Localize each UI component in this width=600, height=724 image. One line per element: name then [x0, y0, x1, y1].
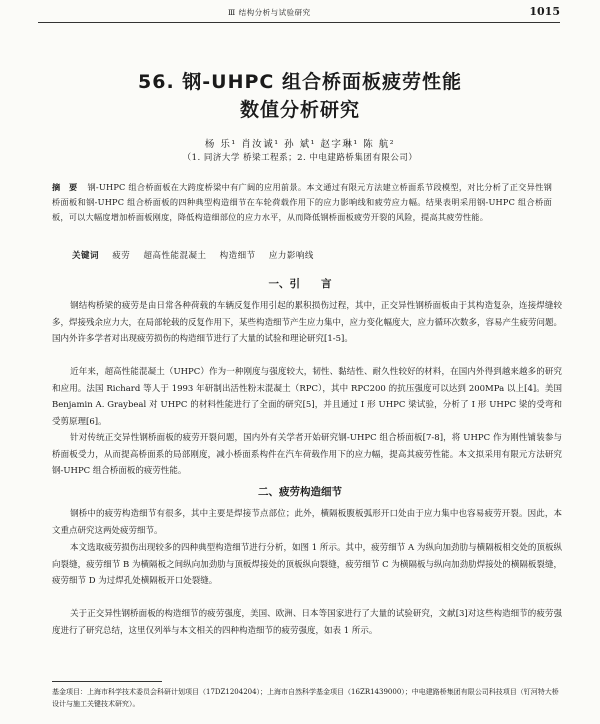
- abstract: [52, 180, 552, 225]
- paper-title-line-2: 数值分析研究: [239, 99, 360, 121]
- keyword: 疲劳: [112, 251, 131, 261]
- body-paragraph: 本文选取疲劳损伤出现较多的四种典型构造细节进行分析，如图 1 所示。其中，疲劳细节 A 为纵向加劲肋与横隔板相交处的顶板纵向裂缝，疲劳细节 B 为横隔板之间纵向加劲肋与顶板焊接处的顶板纵向裂缝，疲劳细节 C 为横隔板与纵向加劲肋焊接处的横隔板裂缝，疲劳细节 D 为过焊孔处横隔板开口处裂缝。: [52, 543, 562, 586]
- funding-footnote: 基金项目：上海市科学技术委员会科研计划项目（17DZ1204204）；上海市自然科学基金项目（16ZR1439000）；中电建路桥集团有限公司科技项目（钉河特大桥设计与施工关键技术研究）。: [52, 688, 559, 708]
- keywords: [72, 249, 324, 261]
- keyword: 超高性能混凝土: [143, 251, 207, 261]
- header-section-title: Ⅲ 结构分析与试验研究: [228, 8, 311, 17]
- footnote-divider: [52, 681, 162, 682]
- section-heading-introduction: 一、引 言: [268, 278, 332, 290]
- abstract-text: 钢-UHPC 组合桥面板在大跨度桥梁中有广阔的应用前景。本文通过有限元方法建立桥面系节段模型，对比分析了正交异性钢桥面板和钢-UHPC 组合桥面板的四种典型构造细节在车轮荷载作用下的应力影响线和疲劳应力幅。结果表明采用钢-UHPC 组合桥面板，可以大幅度增加桥面板刚度，降低构造细部位的应力水平，从而降低钢桥面板疲劳开裂的风险，提高其疲劳性能。: [52, 182, 552, 222]
- body-paragraph: 针对传统正交异性钢桥面板的疲劳开裂问题，国内外有关学者开始研究钢-UHPC 组合桥面板[7-8]，将 UHPC 作为刚性铺装参与桥面板受力，从而提高桥面系的局部刚度，减小桥面系构件在汽车荷载作用下的应力幅，提高其疲劳性能。本文拟采用有限元方法研究钢-UHPC 组合桥面板的疲劳性能。: [52, 433, 562, 476]
- body-paragraph: 钢桥中的疲劳构造细节有很多，其中主要是焊接节点部位；此外，横隔板腹板弧形开口处由于应力集中也容易疲劳开裂。因此，本文重点研究这两处疲劳细节。: [52, 509, 562, 536]
- keywords-label: 关键词: [72, 251, 100, 261]
- page-number: 1015: [529, 5, 560, 18]
- section-heading-fatigue-details: 二、疲劳构造细节: [258, 486, 342, 498]
- keyword: 应力影响线: [268, 251, 314, 261]
- author-affiliation: （1. 同济大学 桥梁工程系；2. 中电建路桥集团有限公司）: [182, 153, 418, 163]
- body-paragraph: 关于正交异性钢桥面板的构造细节的疲劳强度，美国、欧洲、日本等国家进行了大量的试验研究，文献[3]对这些构造细节的疲劳强度进行了研究总结，这里仅列举与本文相关的四种构造细节的疲劳强度，如表 1 所示。: [52, 609, 562, 636]
- keyword: 构造细节: [219, 251, 256, 261]
- author-list: 杨 乐¹ 肖汝诚¹ 孙 斌¹ 赵字琳¹ 陈 航²: [204, 139, 396, 150]
- paper-title-line-1: 56. 钢-UHPC 组合桥面板疲劳性能: [138, 71, 462, 93]
- abstract-label: 摘 要: [52, 182, 78, 192]
- running-header: [38, 6, 560, 23]
- body-paragraph: 钢结构桥梁的疲劳是由日常各种荷载的车辆反复作用引起的累积损伤过程，其中，正交异性钢桥面板由于其构造复杂，连接焊缝较多，焊接残余应力大，在局部轮载的反复作用下，某些构造细节产生应力集中，应力变化幅度大，应力循环次数多，容易产生疲劳问题。国内外许多学者对出现疲劳损伤的构造细节进行了大量的试验和理论研究[1-5]。: [52, 301, 563, 344]
- body-paragraph: 近年来，超高性能混凝土（UHPC）作为一种刚度与强度较大，韧性、黏结性、耐久性较好的材料，在国内外得到越来越多的研究和应用。法国 Richard 等人于 1993 年研制出活性粉末混凝土（RPC），其中 RPC200 的抗压强度可以达到 200MPa 以上[4]。美国 Benjamin A. Graybeal 对 UHPC 的材料性能进行了全面的研究[5]，并且通过 I 形 UHPC 梁试验，分析了 I 形 UHPC 梁的受弯和受剪原理[6]。: [52, 367, 562, 427]
